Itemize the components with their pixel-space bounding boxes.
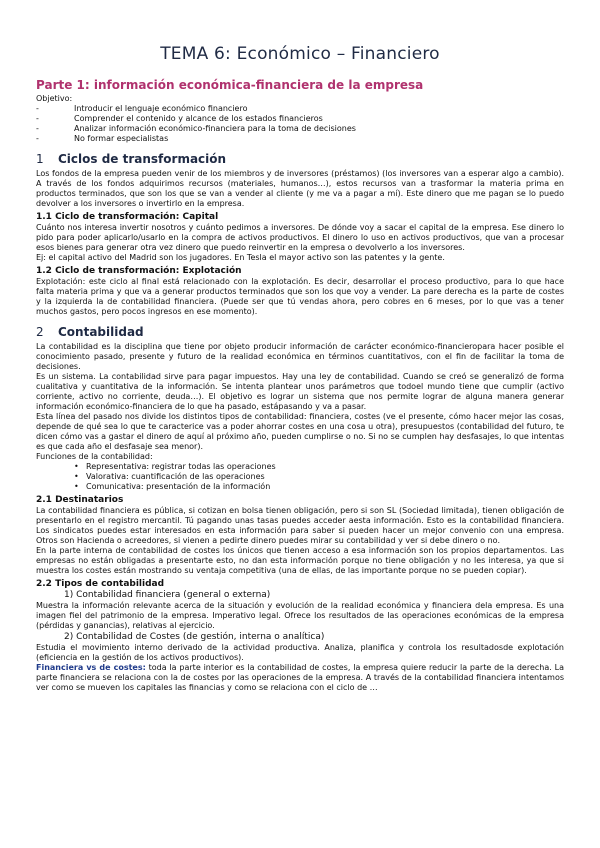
list-item: • Comunicativa: presentación de la información [74, 482, 564, 492]
subsection-heading: 2.1 Destinatarios [36, 495, 124, 505]
list-item [36, 134, 564, 144]
objective-label: Objetivo: [36, 94, 73, 103]
paragraph: Estudia el movimiento interno derivado de la actividad productiva. Analiza, planifica y controla los resultadosde explotación (eficiencia en la gestión de los activos productivos). [36, 643, 564, 662]
paragraph: Los fondos de la empresa pueden venir de los miembros y de inversores (préstamos) (los inversores van a esperar algo a cambio). A través de los fondos adquirimos recursos (materiales, humanos…), estos recursos van a trasformar la materia prima en productos terminados, que son los que se van a vender al cliente (y me va a pagar a mí). Este dinero que me pagan se lo puedo devolver a los inversores o invertirlo en la empresa. [36, 169, 564, 208]
list-item [36, 104, 564, 114]
dash-bullet: - [36, 114, 39, 123]
section-title: Ciclos de transformación [58, 152, 227, 166]
section-title: Contabilidad [58, 325, 144, 339]
part1-title: Parte 1: información económica-financiera de la empresa [36, 78, 424, 92]
objectives-list [36, 104, 564, 144]
objective-text: Comprender el contenido y alcance de los estados financieros [74, 114, 323, 123]
objective-text: No formar especialistas [74, 134, 169, 143]
functions-list [36, 462, 564, 492]
highlight-term: Financiera vs de costes: [36, 663, 146, 672]
section-number: 1 [36, 152, 44, 166]
paragraph: Cuánto nos interesa invertir nosotros y cuánto pedimos a inversores. De dónde voy a sacar el capital de la empresa. Ese dinero lo pido para poder aplicarlo/usarlo en la compra de activos productivos. El dinero lo uso en activos productivos, que van a procesar esos bienes para generar otra vez dinero que puedo reinvertir en la empresa o devolverlo a los inversores. [36, 223, 564, 252]
paragraph [36, 663, 564, 693]
paragraph: Ej: el capital activo del Madrid son los jugadores. En Tesla el mayor activo son las patentes y la gente. [36, 253, 445, 262]
section-number: 2 [36, 325, 44, 339]
paragraph-text: toda la parte interior es la contabilidad de costes, la empresa quiere reducir la parte de la derecha. La parte financiera se relaciona con la de costes por las operaciones de la empresa. A través de la contabilidad financiera intentamos ver como se mueven los capitales las financias y como se relaciona con el ciclo de … [36, 663, 564, 692]
list-item: • Representativa: registrar todas las operaciones [74, 462, 564, 472]
dash-bullet: - [36, 104, 39, 113]
paragraph: La contabilidad es la disciplina que tiene por objeto producir información de carácter económico-financieropara hacer posible el conocimiento pasado, presente y futuro de la realidad económica en términos cuantitativos, con el fin de facilitar la toma de decisiones. [36, 342, 564, 371]
section-1-heading [36, 152, 564, 166]
paragraph: En la parte interna de contabilidad de costes los únicos que tienen acceso a esa información son los propios departamentos. Las empresas no están obligadas a presentarte esto, no dan esta información porque no tiene obligación y no les interesa, ya que si muestra los costes están mostrando su ventaja competitiva (una de ellas, de las importante porque no se pueden copiar). [36, 546, 564, 575]
paragraph: La contabilidad financiera es pública, si cotizan en bolsa tienen obligación, pero si son SL (Sociedad limitada), tienen obligación de presentarlo en el registro mercantil. Tú pagando unas tasas puedes acceder aesta información. Esto es la contabilidad financiera. Los sindicatos puedes estar interesados en esta información para saber si pueden hacer un mejor convenio con una empresa. Otros son Hacienda o acreedores, si vienen a pedirte dinero puedes mirar su contabilidad y ver si debe dinero o no. [36, 506, 564, 545]
objective-text: Analizar información económico-financiera para la toma de decisiones [74, 124, 356, 133]
numbered-heading: 1) Contabilidad financiera (general o externa) [64, 590, 271, 600]
subsection-heading: 1.1 Ciclo de transformación: Capital [36, 212, 219, 222]
subsection-heading: 2.2 Tipos de contabilidad [36, 579, 165, 589]
paragraph: Es un sistema. La contabilidad sirve para pagar impuestos. Hay una ley de contabilidad. Cuando se creó se generalizó de forma cualitativa y cuantitativa de la información. Se intenta plantear unos parámetros que todoel mundo tiene que cumplir (activo corriente, activo no corriente, deuda…). El objetivo es lograr un sistema que nos permite lograr de alguna manera generar información económico-financiera de lo que ha pasado, estápasando y va a pasar. [36, 372, 564, 411]
objective-text: Introducir el lenguaje económico financiero [74, 104, 248, 113]
document-title: TEMA 6: Económico – Financiero [160, 44, 440, 64]
list-item [36, 114, 564, 124]
numbered-heading: 2) Contabilidad de Costes (de gestión, interna o analítica) [64, 632, 325, 642]
list-item: • Valorativa: cuantificación de las operaciones [74, 472, 564, 482]
paragraph: Explotación: este ciclo al final está relacionado con la explotación. Es decir, desarrollar el proceso productivo, para lo que hace falta materia prima y que va a generar productos terminados que son los que voy a vender. La pare derecha es la parte de costes y la izquierda la de contabilidad financiera. (Puede ser que tú vendas ahora, pero cobres en 6 meses, por lo que vas a tener muchos gastos, pero pocos ingresos en ese momento). [36, 277, 564, 316]
section-2-heading [36, 325, 564, 339]
paragraph: Funciones de la contabilidad: [36, 452, 153, 461]
paragraph: Esta línea del pasado nos divide los distintos tipos de contabilidad: financiera, costes (ve el presente, cómo hacer mejor las cosas, depende de qué sea lo que te caracterice vas a poder ahorrar costes en una cosa u otra), presupuestos (contabilidad del futuro, te dicen cómo vas a gastar el dinero de aquí al próximo año, pueden cumplirse o no. Si no se cumplen hay desfasajes, lo que intentas es que cada año el desfasaje sea menor). [36, 412, 564, 451]
list-item [36, 124, 564, 134]
subsection-heading: 1.2 Ciclo de transformación: Explotación [36, 266, 242, 276]
dash-bullet: - [36, 124, 39, 133]
dash-bullet: - [36, 134, 39, 143]
paragraph: Muestra la información relevante acerca de la situación y evolución de la realidad económica y financiera dela empresa. Es una imagen fiel del patrimonio de la empresa. Imperativo legal. Ofrece los resultados de las operaciones económicas de la empresa (pérdidas y ganancias), relativas al ejercicio. [36, 601, 564, 630]
